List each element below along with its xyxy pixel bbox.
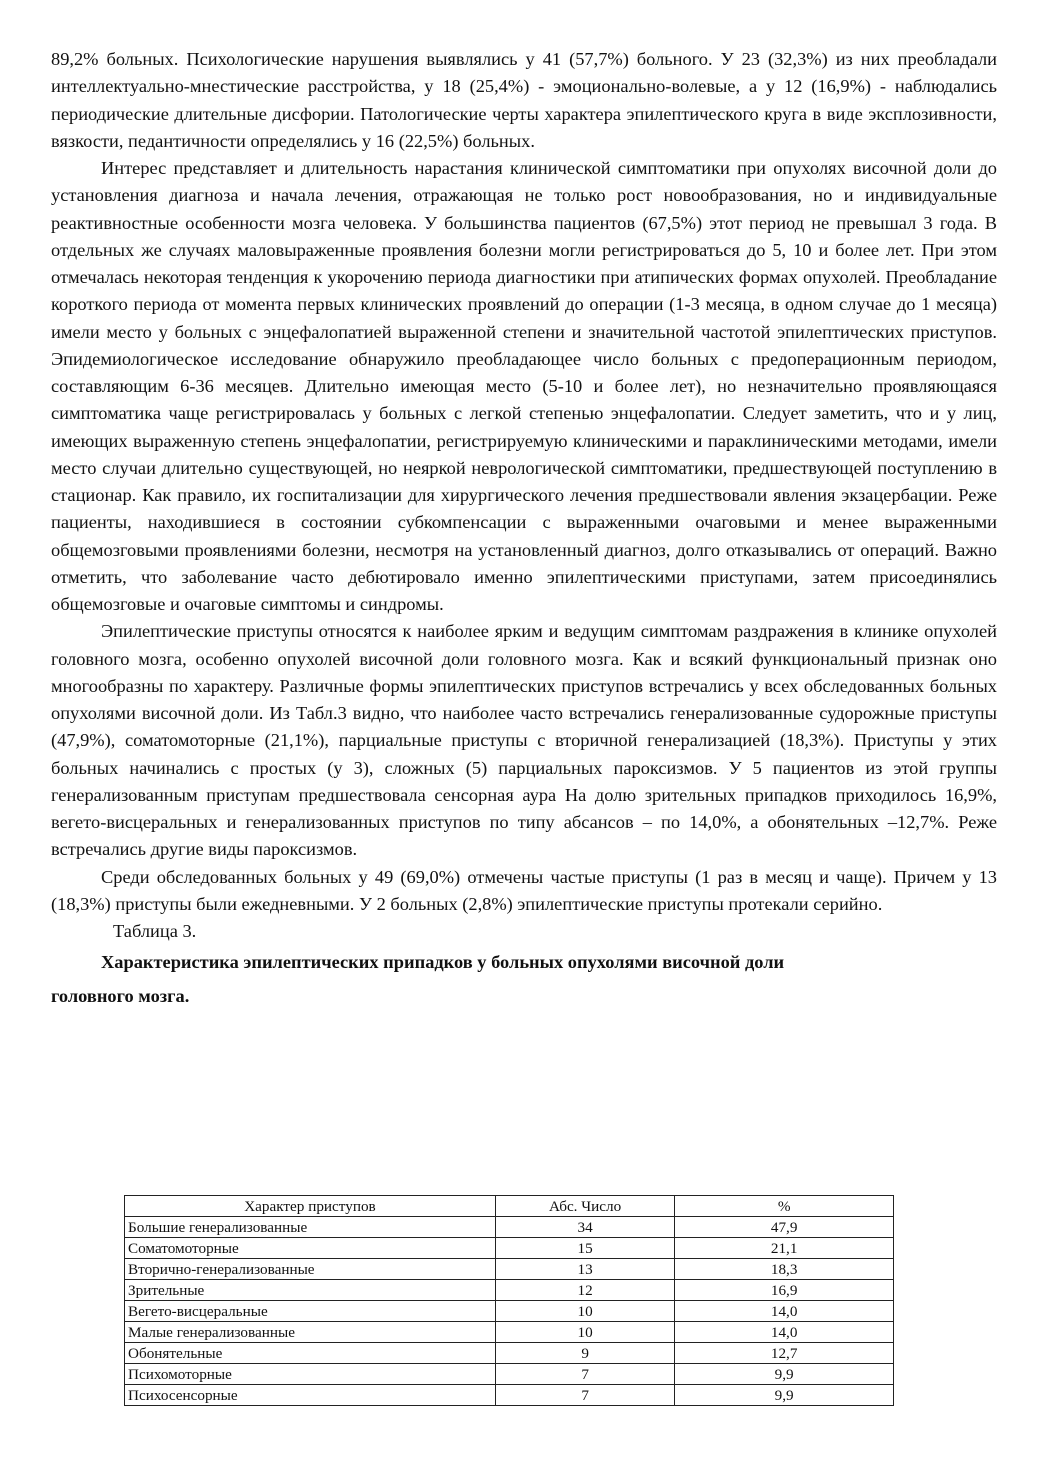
cell-abs-count: 15 [495, 1238, 674, 1259]
cell-abs-count: 7 [495, 1385, 674, 1406]
document-page [51, 46, 997, 1013]
cell-percent: 18,3 [675, 1259, 894, 1280]
seizure-table [124, 1195, 894, 1406]
table-title-line-1: Характеристика эпилептических припадков у больных опухолями височной доли [101, 952, 785, 973]
paragraph-symptom-duration: Интерес представляет и длительность нарастания клинической симптоматики при опухолях височной доли до установления диагноза и начала лечения, отражающая не только рост новообразования, но и индивидуальные реактивностные особенности мозга человека. У большинства пациентов (67,5%) этот период не превышал 3 года. В отдельных же случаях маловыраженные проявления болезни могли регистрироваться до 5, 10 и более лет. При этом отмечалась некоторая тенденция к укорочению периода диагностики при атипических формах опухолей. Преобладание короткого периода от момента первых клинических проявлений до операции (1-3 месяца, в одном случае до 1 месяца) имели место у больных с энцефалопатией выраженной степени и значительной частотой эпилептических приступов. Эпидемиологическое исследование обнаружило преобладающее число больных с предоперационным периодом, составляющим 6-36 месяцев. Длительно имеющая место (5-10 и более лет), но незначительно проявляющаяся симптоматика чаще регистрировалась у больных с легкой степенью энцефалопатии. Следует заметить, что и у лиц, имеющих выраженную степень энцефалопатии, регистрируемую клиническими и параклиническими методами, имели место случаи длительно существующей, но неяркой неврологической симптоматики, предшествующей поступлению в стационар. Как правило, их госпитализации для хирургического лечения предшествовали явления экзацербации. Реже пациенты, находившиеся в состоянии субкомпенсации с выраженными очаговыми и менее выраженными общемозговыми проявлениями болезни, несмотря на установленный диагноз, долго отказывались от операций. Важно отметить, что заболевание часто дебютировало именно эпилептическими приступами, затем присоединялись общемозговые и очаговые симптомы и синдромы. [51, 158, 997, 614]
cell-percent: 9,9 [675, 1385, 894, 1406]
table-header-row [125, 1196, 894, 1217]
table-row [125, 1238, 894, 1259]
table-row [125, 1301, 894, 1322]
table-label: Таблица 3. [113, 921, 197, 941]
cell-seizure-type: Зрительные [125, 1280, 496, 1301]
column-header-abs-count: Абс. Число [495, 1196, 674, 1217]
cell-seizure-type: Вегето-висцеральные [125, 1301, 496, 1322]
cell-percent: 12,7 [675, 1343, 894, 1364]
cell-percent: 47,9 [675, 1217, 894, 1238]
cell-abs-count: 12 [495, 1280, 674, 1301]
table-row [125, 1259, 894, 1280]
cell-abs-count: 7 [495, 1364, 674, 1385]
cell-percent: 14,0 [675, 1301, 894, 1322]
paragraph-epileptic-seizures: Эпилептические приступы относятся к наиболее ярким и ведущим симптомам раздражения в клинике опухолей головного мозга, особенно опухолей височной доли головного мозга. Как и всякий функциональный признак оно многообразны по характеру. Различные формы эпилептических приступов встречались у всех обследованных больных опухолями височной доли. Из Табл.3 видно, что наиболее часто встречались генерализованные судорожные приступы (47,9%), соматомоторные (21,1%), парциальные приступы с вторичной генерализацией (18,3%). Приступы у этих больных начинались с простых (у 3), сложных (5) парциальных пароксизмов. У 5 пациентов из этой группы генерализованным приступам предшествовала сенсорная аура На долю зрительных припадков приходилось 16,9%, вегето-висцеральных и генерализованных приступов по типу абсансов – по 14,0%, а обонятельных –12,7%. Реже встречались другие виды пароксизмов. [51, 621, 997, 860]
cell-abs-count: 13 [495, 1259, 674, 1280]
cell-seizure-type: Вторично-генерализованные [125, 1259, 496, 1280]
table-row [125, 1364, 894, 1385]
cell-seizure-type: Обонятельные [125, 1343, 496, 1364]
cell-seizure-type: Большие генерализованные [125, 1217, 496, 1238]
cell-seizure-type: Психомоторные [125, 1364, 496, 1385]
cell-seizure-type: Малые генерализованные [125, 1322, 496, 1343]
cell-seizure-type: Психосенсорные [125, 1385, 496, 1406]
cell-abs-count: 34 [495, 1217, 674, 1238]
table-row [125, 1217, 894, 1238]
cell-percent: 16,9 [675, 1280, 894, 1301]
column-header-percent: % [675, 1196, 894, 1217]
cell-percent: 14,0 [675, 1322, 894, 1343]
cell-percent: 21,1 [675, 1238, 894, 1259]
table-row [125, 1322, 894, 1343]
column-header-seizure-type: Характер приступов [125, 1196, 496, 1217]
cell-abs-count: 10 [495, 1301, 674, 1322]
table-title [51, 945, 997, 1013]
cell-abs-count: 10 [495, 1322, 674, 1343]
table-title-line-2: головного мозга. [51, 986, 190, 1007]
cell-abs-count: 9 [495, 1343, 674, 1364]
table-row [125, 1280, 894, 1301]
table-row [125, 1385, 894, 1406]
paragraph-seizure-frequency: Среди обследованных больных у 49 (69,0%) отмечены частые приступы (1 раз в месяц и чаще). Причем у 13 (18,3%) приступы были ежедневными. У 2 больных (2,8%) эпилептические приступы протекали серийно. [51, 866, 997, 914]
paragraph-psych-disorders: 89,2% больных. Психологические нарушения выявлялись у 41 (57,7%) больного. У 23 (32,3%) из них преобладали интеллектуально-мнестические расстройства, у 18 (25,4%) - эмоционально-волевые, а у 12 (16,9%) - наблюдались периодические длительные дисфории. Патологические черты характера эпилептического круга в виде эксплозивности, вязкости, педантичности определялись у 16 (22,5%) больных. [51, 49, 997, 151]
table-row [125, 1343, 894, 1364]
cell-percent: 9,9 [675, 1364, 894, 1385]
cell-seizure-type: Соматомоторные [125, 1238, 496, 1259]
